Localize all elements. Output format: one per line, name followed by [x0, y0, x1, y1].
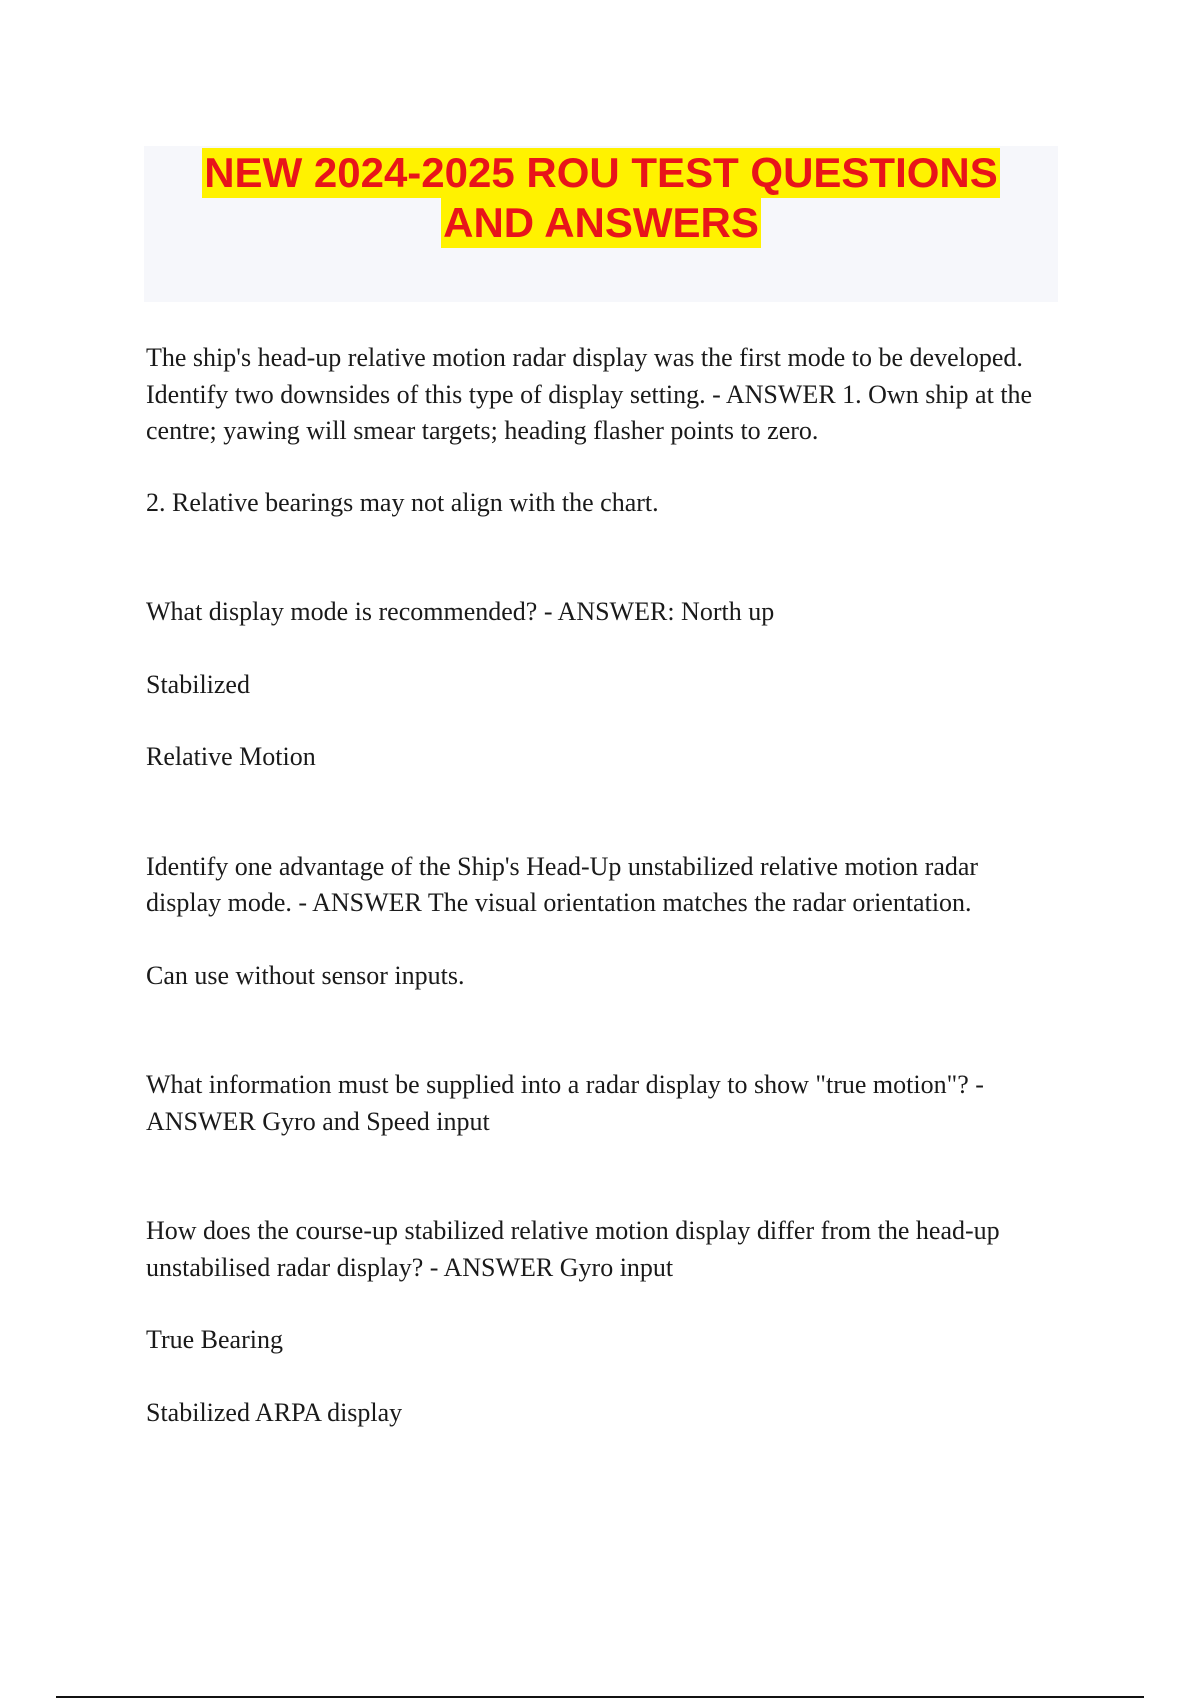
document-title-line-2: AND ANSWERS — [443, 199, 759, 246]
paragraph-q1: The ship's head-up relative motion radar display was the first mode to be developed. Identify two downsides of this type of display setting. - ANSWER 1. Own ship at the centre; yawing will smear targets; heading flasher points to zero. — [146, 343, 1033, 445]
paragraph-q5: How does the course-up stabilized relative motion display differ from the head-up unstabilised radar display? - ANSWER Gyro input — [146, 1216, 1000, 1282]
paragraph-q5-answer-2: True Bearing — [146, 1325, 283, 1354]
paragraph-q3: Identify one advantage of the Ship's Head-Up unstabilized relative motion radar display mode. - ANSWER The visual orientation matches the radar orientation. — [146, 851, 979, 917]
paragraph-q3-answer-2: Can use without sensor inputs. — [146, 960, 465, 990]
paragraph-q2-answer-3: Relative Motion — [146, 742, 316, 771]
paragraph-q4: What information must be supplied into a radar display to show "true motion"? - ANSWER Gyro and Speed input — [146, 1070, 984, 1136]
paragraph-q5-answer-3: Stabilized ARPA display — [146, 1397, 403, 1427]
document-body — [146, 340, 1058, 1431]
bottom-rule — [56, 1696, 1144, 1698]
title-banner — [144, 146, 1058, 302]
document-title-line-1: NEW 2024-2025 ROU TEST QUESTIONS — [204, 149, 998, 196]
paragraph-q1-answer-2: 2. Relative bearings may not align with the chart. — [146, 487, 659, 517]
paragraph-q2: What display mode is recommended? - ANSWER: North up — [146, 597, 775, 626]
paragraph-q2-answer-2: Stabilized — [146, 669, 250, 699]
